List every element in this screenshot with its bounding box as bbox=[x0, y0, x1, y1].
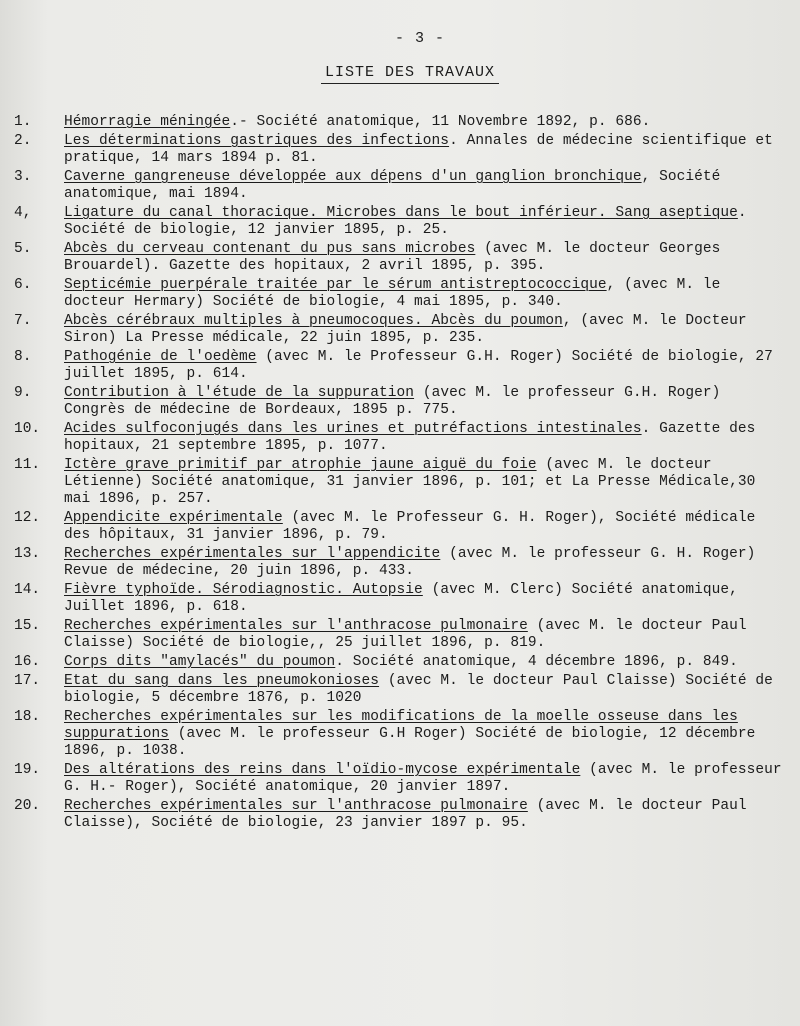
entry-text bbox=[64, 421, 790, 455]
entry-citation: . Société de biologie, 12 janvier 1895, p. 25. bbox=[64, 205, 747, 238]
entry-title: Recherches expérimentales sur l'anthracose pulmonaire bbox=[64, 798, 528, 814]
entry-citation: . Gazette des hopitaux, 21 septembre 1895, p. 1077. bbox=[64, 421, 756, 454]
entry-text bbox=[64, 313, 790, 347]
entry-number: 3. bbox=[14, 169, 32, 185]
entry-citation: , (avec M. le Docteur Siron) La Presse médicale, 22 juin 1895, p. 235. bbox=[64, 313, 747, 346]
entry-citation: , (avec M. le docteur Hermary) Société de biologie, 4 mai 1895, p. 340. bbox=[64, 277, 721, 310]
entry-number: 19. bbox=[14, 762, 41, 778]
entry-number: 1. bbox=[14, 114, 32, 130]
entry-title: Septicémie puerpérale traitée par le sérum antistreptococcique bbox=[64, 277, 607, 293]
document-title-text: LISTE DES TRAVAUX bbox=[321, 64, 499, 84]
entry-number: 2. bbox=[14, 133, 32, 149]
entry-citation: (avec M. le Professeur G. H. Roger), Société médicale des hôpitaux, 31 janvier 1896, p. 79. bbox=[64, 510, 756, 543]
page-number: - 3 - bbox=[394, 30, 445, 47]
publication-entry bbox=[14, 169, 790, 203]
entry-title: Caverne gangreneuse développée aux dépens d'un ganglion bronchique bbox=[64, 169, 642, 185]
entry-title: Hémorragie méningée bbox=[64, 114, 231, 130]
entry-text bbox=[64, 241, 790, 275]
entry-text bbox=[64, 510, 790, 544]
entry-citation: . Société anatomique, 4 décembre 1896, p. 849. bbox=[335, 654, 738, 670]
entry-text bbox=[64, 798, 790, 832]
entry-citation: (avec M. le docteur Paul Claisse), Société de biologie, 23 janvier 1897 p. 95. bbox=[64, 798, 747, 831]
entry-text bbox=[64, 169, 790, 203]
entry-title: Recherches expérimentales sur les modifications de la moelle osseuse dans les suppurations bbox=[64, 709, 738, 742]
publication-entry bbox=[14, 421, 790, 455]
entry-citation: (avec M. le professeur G. H. Roger) Revue de médecine, 20 juin 1896, p. 433. bbox=[64, 546, 756, 579]
entry-text bbox=[64, 762, 790, 796]
publication-entry bbox=[14, 241, 790, 275]
publication-entry bbox=[14, 762, 790, 796]
entry-citation: .- Société anatomique, 11 Novembre 1892, p. 686. bbox=[230, 114, 651, 130]
entry-number: 8. bbox=[14, 349, 32, 365]
entry-title: Etat du sang dans les pneumokonioses bbox=[64, 673, 380, 689]
entry-text bbox=[64, 582, 790, 616]
entry-number: 17. bbox=[14, 673, 41, 689]
entry-title: Corps dits "amylacés" du poumon bbox=[64, 654, 336, 670]
publication-list bbox=[14, 114, 790, 834]
entry-number: 16. bbox=[14, 654, 41, 670]
entry-text bbox=[64, 349, 790, 383]
entry-number: 13. bbox=[14, 546, 41, 562]
entry-title: Pathogénie de l'oedème bbox=[64, 349, 257, 365]
entry-number: 6. bbox=[14, 277, 32, 293]
publication-entry bbox=[14, 618, 790, 652]
entry-title: Recherches expérimentales sur l'appendicite bbox=[64, 546, 441, 562]
publication-entry bbox=[14, 114, 790, 131]
entry-text bbox=[64, 618, 790, 652]
entry-citation: (avec M. le Professeur G.H. Roger) Société de biologie, 27 juillet 1895, p. 614. bbox=[64, 349, 773, 382]
entry-text bbox=[64, 546, 790, 580]
entry-number: 15. bbox=[14, 618, 41, 634]
publication-entry bbox=[14, 457, 790, 508]
entry-citation: , Société anatomique, mai 1894. bbox=[64, 169, 721, 202]
entry-title: Fièvre typhoïde. Sérodiagnostic. Autopsie bbox=[64, 582, 423, 598]
entry-number: 9. bbox=[14, 385, 32, 401]
entry-text bbox=[64, 114, 790, 131]
entry-citation: . Annales de médecine scientifique et pratique, 14 mars 1894 p. 81. bbox=[64, 133, 773, 166]
entry-text bbox=[64, 385, 790, 419]
entry-title: Acides sulfoconjugés dans les urines et putréfactions intestinales bbox=[64, 421, 642, 437]
entry-citation: (avec M. le professeur G. H.- Roger), Société anatomique, 20 janvier 1897. bbox=[64, 762, 782, 795]
entry-title: Abcès cérébraux multiples à pneumocoques. Abcès du poumon bbox=[64, 313, 563, 329]
publication-entry bbox=[14, 582, 790, 616]
entry-citation: (avec M. le professeur G.H. Roger) Congrès de médecine de Bordeaux, 1895 p. 775. bbox=[64, 385, 721, 418]
publication-entry bbox=[14, 313, 790, 347]
entry-number: 10. bbox=[14, 421, 41, 437]
entry-title: Ligature du canal thoracique. Microbes dans le bout inférieur. Sang aseptique bbox=[64, 205, 738, 221]
publication-entry bbox=[14, 385, 790, 419]
entry-number: 5. bbox=[14, 241, 32, 257]
publication-entry bbox=[14, 277, 790, 311]
publication-entry bbox=[14, 349, 790, 383]
entry-citation: (avec M. le docteur Paul Claisse) Société de biologie,, 25 juillet 1896, p. 819. bbox=[64, 618, 747, 651]
entry-title: Des altérations des reins dans l'oïdio-mycose expérimentale bbox=[64, 762, 581, 778]
entry-title: Abcès du cerveau contenant du pus sans microbes bbox=[64, 241, 476, 257]
entry-citation: (avec M. le docteur Georges Brouardel). Gazette des hopitaux, 2 avril 1895, p. 395. bbox=[64, 241, 721, 274]
entry-text bbox=[64, 654, 790, 671]
entry-title: Recherches expérimentales sur l'anthracose pulmonaire bbox=[64, 618, 528, 634]
entry-citation: (avec M. le professeur G.H Roger) Société de biologie, 12 décembre 1896, p. 1038. bbox=[64, 726, 756, 759]
entry-text bbox=[64, 673, 790, 707]
entry-text bbox=[64, 133, 790, 167]
entry-text bbox=[64, 709, 790, 760]
entry-text bbox=[64, 277, 790, 311]
publication-entry bbox=[14, 654, 790, 671]
entry-title: Contribution à l'étude de la suppuration bbox=[64, 385, 415, 401]
publication-entry bbox=[14, 546, 790, 580]
entry-number: 4, bbox=[14, 205, 32, 221]
publication-entry bbox=[14, 798, 790, 832]
entry-number: 7. bbox=[14, 313, 32, 329]
entry-title: Les déterminations gastriques des infections bbox=[64, 133, 450, 149]
entry-number: 20. bbox=[14, 798, 41, 814]
entry-text bbox=[64, 457, 790, 508]
entry-citation: (avec M. Clerc) Société anatomique, Juillet 1896, p. 618. bbox=[64, 582, 738, 615]
entry-title: Ictère grave primitif par atrophie jaune aiguë du foie bbox=[64, 457, 537, 473]
entry-title: Appendicite expérimentale bbox=[64, 510, 283, 526]
publication-entry bbox=[14, 133, 790, 167]
entry-citation: (avec M. le docteur Paul Claisse) Société de biologie, 5 décembre 1876, p. 1020 bbox=[64, 673, 773, 706]
publication-entry bbox=[14, 709, 790, 760]
document-title bbox=[0, 64, 800, 81]
entry-number: 14. bbox=[14, 582, 41, 598]
entry-number: 11. bbox=[14, 457, 41, 473]
publication-entry bbox=[14, 510, 790, 544]
entry-citation: (avec M. le docteur Létienne) Société anatomique, 31 janvier 1896, p. 101; et La Presse Médicale,30 mai 1896, p. 257. bbox=[64, 457, 756, 507]
publication-entry bbox=[14, 673, 790, 707]
publication-entry bbox=[14, 205, 790, 239]
entry-number: 12. bbox=[14, 510, 41, 526]
entry-text bbox=[64, 205, 790, 239]
entry-number: 18. bbox=[14, 709, 41, 725]
